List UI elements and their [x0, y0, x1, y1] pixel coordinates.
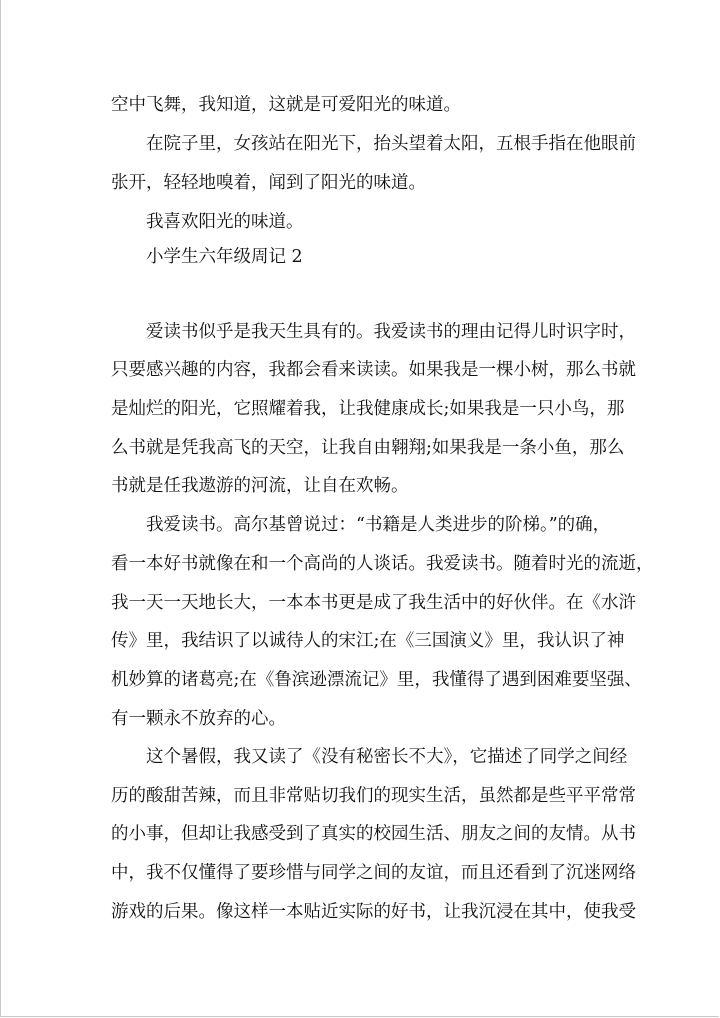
text-line: 只要感兴趣的内容，我都会看来读读。如果我是一棵小树，那么书就: [111, 360, 636, 380]
text-line: 张开，轻轻地嗅着，闻到了阳光的味道。: [111, 173, 426, 193]
text-line: 游戏的后果。像这样一本贴近实际的好书，让我沉浸在其中，使我受: [111, 902, 636, 922]
paragraph-first-line: 这个暑假，我又读了《没有秘密长不大》，它描述了同学之间经: [146, 747, 628, 767]
text-line: 我一天一天地长大，一本本书更是成了我生活中的好伙伴。在《水浒: [111, 593, 636, 613]
text-line: 空中飞舞，我知道，这就是可爱阳光的味道。: [111, 95, 461, 115]
text-line: 是灿烂的阳光，它照耀着我，让我健康成长;如果我是一只小鸟，那: [111, 399, 625, 419]
text-line: 有一颗永不放弃的心。: [111, 709, 286, 729]
text-line: 的小事，但却让我感受到了真实的校园生活、朋友之间的友情。从书: [111, 824, 636, 844]
paragraph-first-line: 爱读书似乎是我天生具有的。我爱读书的理由记得儿时识字时，: [146, 322, 636, 342]
paragraph-first-line: 我喜欢阳光的味道。: [146, 212, 304, 232]
text-line: 中，我不仅懂得了要珍惜与同学之间的友谊，而且还看到了沉迷网络: [111, 863, 636, 883]
paragraph-first-line: 我爱读书。高尔基曾说过：“书籍是人类进步的阶梯。”的确，: [146, 515, 611, 535]
text-line: 么书就是凭我高飞的天空，让我自由翱翔;如果我是一条小鱼，那么: [111, 438, 625, 458]
text-line: 书就是任我遨游的河流，让自在欢畅。: [111, 476, 409, 496]
paragraph-first-line: 在院子里，女孩站在阳光下，抬头望着太阳，五根手指在他眼前: [146, 134, 636, 154]
section-title: 小学生六年级周记 2: [146, 247, 303, 267]
text-line: 传》里，我结识了以诚待人的宋江;在《三国演义》里，我认识了神: [111, 631, 625, 651]
text-line: 看一本好书就像在和一个高尚的人谈话。我爱读书。随着时光的流逝，: [111, 554, 654, 574]
text-line: 历的酸甜苦辣，而且非常贴切我们的现实生活，虽然都是些平平常常: [111, 786, 636, 806]
text-line: 机妙算的诸葛亮;在《鲁滨逊漂流记》里，我懂得了遇到困难要坚强、: [111, 670, 642, 690]
